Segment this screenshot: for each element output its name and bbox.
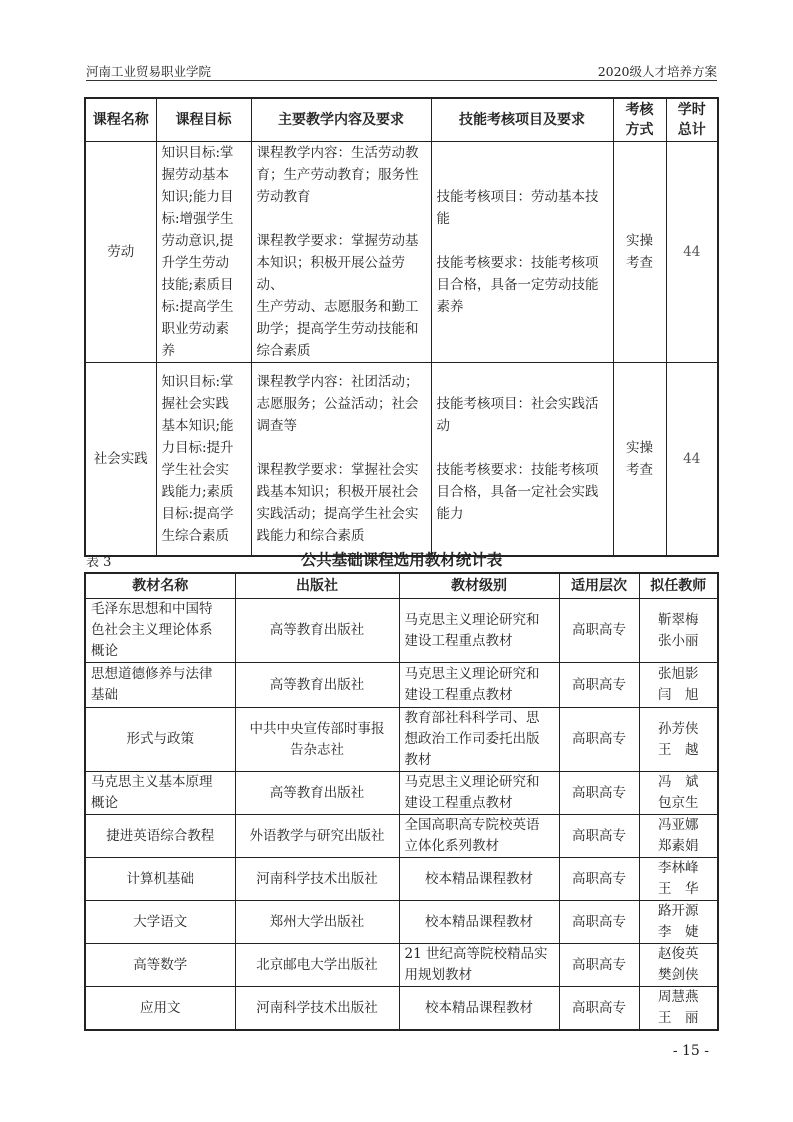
textbook-name: 应用文 (85, 987, 235, 1031)
table-row (85, 944, 718, 987)
textbook-name: 毛泽东思想和中国特 色社会主义理论体系 概论 (85, 599, 235, 663)
course-name: 社会实践 (85, 363, 156, 556)
publisher: 河南科学技术出版社 (235, 987, 399, 1031)
publisher: 郑州大学出版社 (235, 901, 399, 944)
textbook-level: 校本精品课程教材 (399, 987, 559, 1031)
header-school: 河南工业贸易职业学院 (86, 64, 212, 79)
textbook-level: 21 世纪高等院校精品实 用规划教材 (399, 944, 559, 987)
textbook-name: 计算机基础 (85, 858, 235, 901)
table-caption (86, 548, 717, 568)
table-row (85, 901, 718, 944)
skill-assessment: 技能考核项目：社会实践活 动 技能考核要求：技能考核项 目合格，具备一定社会实践 能力 (431, 363, 613, 556)
table-row (85, 858, 718, 901)
teachers: 李林峰 王 华 (639, 858, 718, 901)
table-row (85, 987, 718, 1031)
table-row (85, 663, 718, 708)
table-number: 表 3 (86, 555, 112, 570)
applicable-level: 高职高专 (559, 708, 639, 772)
textbook-level: 马克思主义理论研究和 建设工程重点教材 (399, 663, 559, 708)
textbook-name: 大学语文 (85, 901, 235, 944)
col-header: 考核 方式 (613, 98, 666, 142)
textbook-level: 马克思主义理论研究和 建设工程重点教材 (399, 772, 559, 815)
textbook-level: 教育部社科科学司、思 想政治工作司委托出版 教材 (399, 708, 559, 772)
col-header: 适用层次 (559, 573, 639, 599)
col-header: 主要教学内容及要求 (251, 98, 431, 142)
textbook-level: 校本精品课程教材 (399, 901, 559, 944)
textbook-level: 校本精品课程教材 (399, 858, 559, 901)
applicable-level: 高职高专 (559, 858, 639, 901)
applicable-level: 高职高专 (559, 663, 639, 708)
table-row (85, 815, 718, 858)
col-header: 技能考核项目及要求 (431, 98, 613, 142)
publisher: 高等教育出版社 (235, 772, 399, 815)
col-header: 课程目标 (156, 98, 251, 142)
skill-assessment: 技能考核项目：劳动基本技 能 技能考核要求：技能考核项 目合格，具备一定劳动技能 素养 (431, 142, 613, 363)
textbook-name: 高等数学 (85, 944, 235, 987)
teachers: 赵俊英 樊剑侠 (639, 944, 718, 987)
teachers: 孙芳侠 王 越 (639, 708, 718, 772)
table-title: 公共基础课程选用教材统计表 (300, 550, 503, 569)
course-content: 课程教学内容：社团活动； 志愿服务；公益活动；社会 调查等 课程教学要求：掌握社会实 践基本知识；积极开展社会 实践活动；提高学生社会实 践能力和综合素质 (251, 363, 431, 556)
col-header: 学时 总计 (666, 98, 718, 142)
total-hours: 44 (666, 363, 718, 556)
col-header: 拟任教师 (639, 573, 718, 599)
textbook-name: 马克思主义基本原理 概论 (85, 772, 235, 815)
textbook-table (84, 572, 719, 1031)
table-row (85, 363, 718, 556)
textbook-name: 捷进英语综合教程 (85, 815, 235, 858)
table-row (85, 142, 718, 363)
table-row (85, 772, 718, 815)
textbook-name: 思想道德修养与法律 基础 (85, 663, 235, 708)
col-header: 教材级别 (399, 573, 559, 599)
teachers: 张旭影 闫 旭 (639, 663, 718, 708)
textbook-name: 形式与政策 (85, 708, 235, 772)
assessment-method: 实操 考查 (613, 363, 666, 556)
col-header: 教材名称 (85, 573, 235, 599)
publisher: 外语教学与研究出版社 (235, 815, 399, 858)
assessment-method: 实操 考查 (613, 142, 666, 363)
applicable-level: 高职高专 (559, 944, 639, 987)
course-goal: 知识目标:掌 握社会实践 基本知识;能 力目标:提升 学生社会实 践能力;素质 目标:提高学 生综合素质 (156, 363, 251, 556)
teachers: 冯亚娜 郑素娟 (639, 815, 718, 858)
course-table (84, 97, 719, 557)
applicable-level: 高职高专 (559, 815, 639, 858)
applicable-level: 高职高专 (559, 599, 639, 663)
textbook-level: 马克思主义理论研究和 建设工程重点教材 (399, 599, 559, 663)
publisher: 中共中央宣传部时事报 告杂志社 (235, 708, 399, 772)
page-header (86, 60, 717, 81)
applicable-level: 高职高专 (559, 901, 639, 944)
table-row (85, 708, 718, 772)
teachers: 路开源 李 婕 (639, 901, 718, 944)
course-goal: 知识目标:掌 握劳动基本 知识;能力目 标:增强学生 劳动意识,提 升学生劳动 技能;素质目 标:提高学生 职业劳动素 养 (156, 142, 251, 363)
col-header: 课程名称 (85, 98, 156, 142)
publisher: 北京邮电大学出版社 (235, 944, 399, 987)
publisher: 高等教育出版社 (235, 599, 399, 663)
textbook-level: 全国高职高专院校英语 立体化系列教材 (399, 815, 559, 858)
course-content: 课程教学内容：生活劳动教 育；生产劳动教育；服务性 劳动教育 课程教学要求：掌握劳动基 本知识；积极开展公益劳动、 生产劳动、志愿服务和勤工 助学；提高学生劳动技能和 综合素质 (251, 142, 431, 363)
col-header: 出版社 (235, 573, 399, 599)
course-name: 劳动 (85, 142, 156, 363)
header-doc-title: 2020级人才培养方案 (597, 64, 717, 79)
total-hours: 44 (666, 142, 718, 363)
teachers: 周慧燕 王 丽 (639, 987, 718, 1031)
teachers: 靳翠梅 张小丽 (639, 599, 718, 663)
applicable-level: 高职高专 (559, 987, 639, 1031)
publisher: 高等教育出版社 (235, 663, 399, 708)
applicable-level: 高职高专 (559, 772, 639, 815)
teachers: 冯 斌 包京生 (639, 772, 718, 815)
publisher: 河南科学技术出版社 (235, 858, 399, 901)
page-number: - 15 - (672, 1043, 709, 1059)
table-row (85, 599, 718, 663)
